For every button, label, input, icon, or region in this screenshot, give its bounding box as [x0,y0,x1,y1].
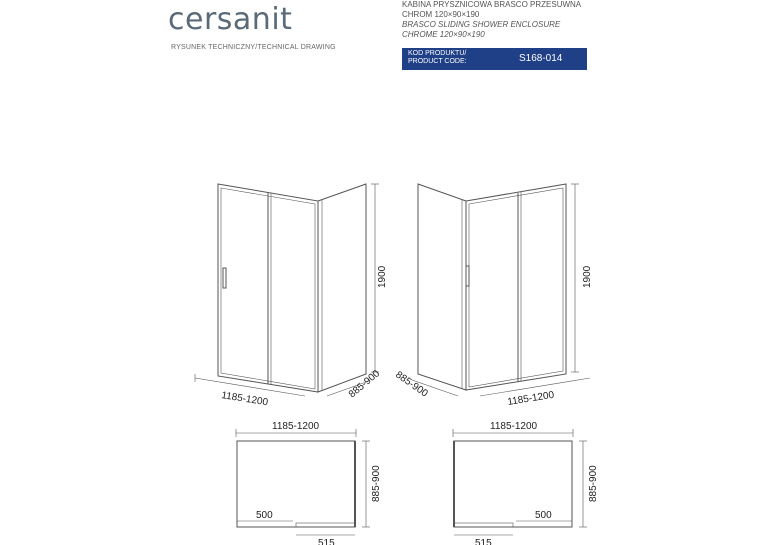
right-plan-view [453,429,587,535]
brand-logo: cersanit [168,2,293,37]
product-name-en: BRASCO SLIDING SHOWER ENCLOSURE [402,20,561,29]
product-code-value: S168-014 [519,53,563,64]
left-plan-width-label: 1185-1200 [272,421,320,432]
right-width-label: 1185-1200 [506,389,555,408]
right-plan-width-label: 1185-1200 [490,421,538,432]
left-perspective-view [195,184,379,396]
code-label-pl: KOD PRODUKTU/ [408,50,467,57]
right-plan-panel-label: 515 [475,538,492,545]
product-name-pl: KABINA PRYSZNICOWA BRASCO PRZESUWNA [402,0,582,9]
right-depth-label: 885-900 [393,369,430,400]
left-plan-panel-label: 515 [318,538,335,545]
product-spec-pl: CHROM 120×90×190 [402,10,480,19]
right-plan-depth-label: 885-900 [588,465,599,502]
code-label-en: PRODUCT CODE: [408,58,467,65]
product-spec-en: CHROME 120×90×190 [402,30,485,39]
right-height-label: 1900 [582,265,593,288]
left-depth-label: 885-900 [346,368,383,401]
left-plan-opening-label: 500 [256,510,273,521]
right-plan-opening-label: 500 [535,510,552,521]
left-width-label: 1185-1200 [220,390,269,409]
left-height-label: 1900 [377,265,388,288]
right-perspective-view [412,184,590,396]
left-plan-depth-label: 885-900 [371,465,382,502]
drawing-subtitle: RYSUNEK TECHNICZNY/TECHNICAL DRAWING [171,44,336,51]
